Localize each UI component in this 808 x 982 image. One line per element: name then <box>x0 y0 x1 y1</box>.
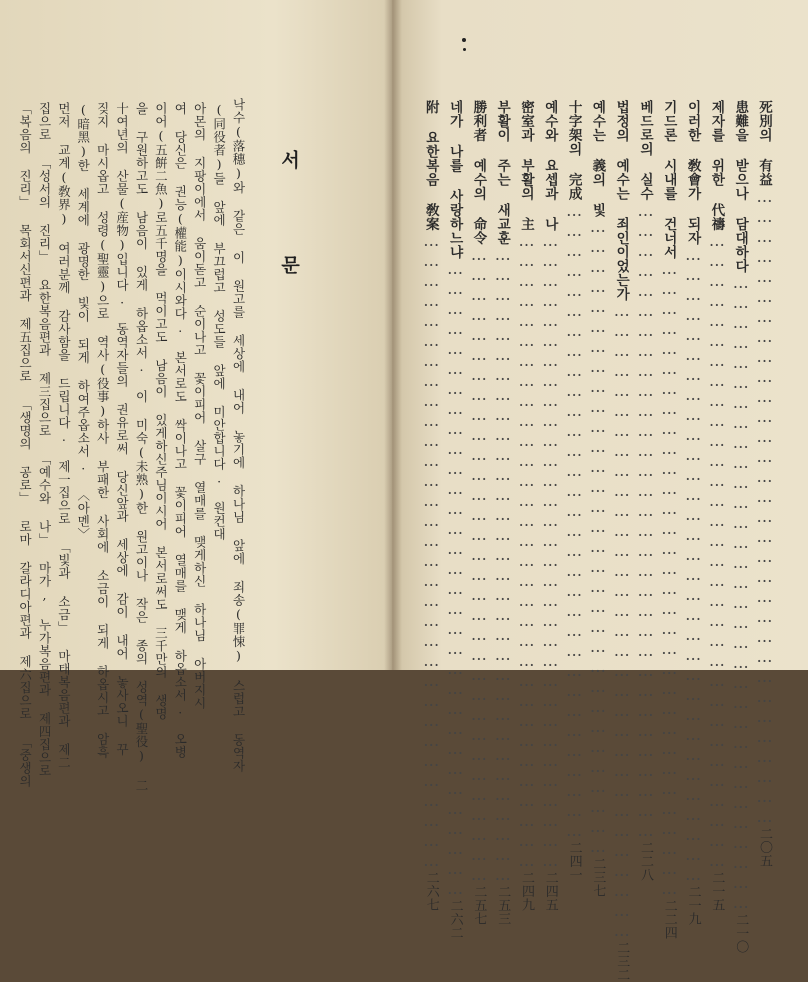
toc-entry-title: 附 요한복음 敎案 <box>422 100 439 231</box>
toc-entry <box>659 100 679 940</box>
toc-entry <box>540 100 560 912</box>
toc-entry-page: 二六七 <box>423 871 439 912</box>
toc-entry-title: 密室과 부활의 主 <box>518 100 534 231</box>
toc-leader-dots: …………………………………………………………………………………… <box>636 200 655 841</box>
toc-entry-page: 二六二 <box>447 899 463 940</box>
toc-leader-dots: …………………………………………………………………………………… <box>564 200 584 841</box>
preface-column: (暗黑)한 세계에 광명한 빛이 되게 하여주옵소서. 〈아멘〉 <box>75 102 91 541</box>
toc-entry-page: 二一五 <box>709 871 725 912</box>
toc-leader-dots: …………………………………………………………………………………… <box>659 259 679 899</box>
toc-entry <box>564 100 584 881</box>
toc-entry-title: 十字架의 完成 <box>565 100 582 201</box>
toc-entry <box>706 100 727 912</box>
preface-column: 아몬의 지팡이에서 움이돋고 순이나고 꽃이피어 살구 열매를 맺게하신 하나님 아버지시 <box>192 102 208 710</box>
toc-entry-title: 부활이 주는 새교훈 <box>494 100 511 245</box>
preface-heading: 서 문 <box>278 150 300 306</box>
toc-entry-title: 勝利者 예수의 命令 <box>470 100 487 245</box>
preface-column: 을 구원하고도 남음이 있게 하옵소서. 이 미숙(未熟)한 원고이나 작은 종의 성역(聖役) 二 <box>134 102 149 792</box>
toc-leader-dots: …………………………………………………………………………………… <box>755 186 774 827</box>
ink-spot <box>462 38 466 42</box>
toc-entry <box>635 100 655 881</box>
toc-entry-title: 베드로의 실수 <box>637 100 653 201</box>
toc-leader-dots: …………………………………………………………………………………… <box>517 231 536 871</box>
preface-column: 「복음의 진리」 목회서신편과 제五집으로 「생명의 공로」 로마 갈라디아편과 제六집으로 「중생의 <box>17 102 33 788</box>
toc-entry-page: 二四五 <box>542 871 558 912</box>
toc-leader-dots: …………………………………………………………………………………… <box>469 245 489 885</box>
toc-entry-page: 二二四 <box>661 899 677 940</box>
toc-entry-title: 법정의 예수는 죄인이었는가 <box>613 100 630 301</box>
toc-entry <box>516 100 536 912</box>
toc-entry <box>468 100 489 926</box>
toc-entry-page: 二一九 <box>685 885 701 926</box>
toc-entry-page: 二〇五 <box>757 826 772 867</box>
toc-entry-page: 二五七 <box>471 885 487 926</box>
toc-entry-page: 二三二 <box>614 941 630 982</box>
toc-entry <box>611 100 632 982</box>
toc-entry <box>421 100 441 912</box>
toc-leader-dots: …………………………………………………………………………………… <box>588 217 608 857</box>
toc-entry-page: 二一〇 <box>733 913 749 954</box>
toc-entry <box>730 100 751 954</box>
toc-entry-title: 예수는 義의 빛 <box>589 100 606 217</box>
toc-leader-dots: …………………………………………………………………………………… <box>707 231 727 871</box>
preface-column: 짖지 마시옵고 성령(聖靈)으로 역사(役事)하사 부패한 사회에 소금이 되게 하옵시고 암흑 <box>95 102 111 759</box>
preface-column: 여 당신은 권능(權能)이시와다. 본서로도 싹이나고 꽃이피어 열매를 맺게 하옵소서. 오병 <box>172 102 188 759</box>
ink-spot <box>463 48 466 51</box>
preface-column: 먼저 교계(敎界) 여러분께 감사함을 드립니다. 제一집으로 「빛과 소금」 마태복음편과 제二 <box>56 102 72 769</box>
toc-entry-page: 二四一 <box>566 840 582 881</box>
preface-column: (同役者)들 앞에 부끄럽고 성도들 앞에 미안합니다. 원컨대 <box>211 102 227 541</box>
toc-entry-page: 二五三 <box>495 885 511 926</box>
toc-entry-title: 死別의 有益 <box>756 100 772 187</box>
toc-leader-dots: …………………………………………………………………………………… <box>493 245 513 885</box>
toc-leader-dots: …………………………………………………………………………………… <box>445 259 465 899</box>
toc-entry-page: 二四九 <box>519 871 534 912</box>
preface-column: 十여년의 산물(産物)입니다. 동역자들의 권유로써 당신앞과 세상에 감이 내어 놓사오니 꾸 <box>114 102 130 756</box>
toc-entry-page: 二三七 <box>590 857 606 898</box>
toc-entry <box>492 100 513 926</box>
toc-leader-dots: …………………………………………………………………………………… <box>421 231 441 871</box>
toc-entry <box>754 100 774 867</box>
toc-leader-dots: …………………………………………………………………………………… <box>683 245 703 885</box>
toc-entry-title: 네가 나를 사랑하느냐 <box>446 100 463 259</box>
toc-entry-title: 제자를 위한 代禱 <box>708 100 725 231</box>
toc-entry-title: 患難을 받으나 담대하다 <box>732 100 749 273</box>
toc-entry-title: 이러한 敎會가 되자 <box>684 100 701 245</box>
toc-entry <box>683 100 703 926</box>
preface-column: 낙수(落穗)와 같은 이 원고를 세상에 내어 놓기에 하나님 앞에 죄송(罪悚) 스럽고 동역자 <box>231 98 246 773</box>
toc-entry <box>587 100 608 898</box>
toc-leader-dots: …………………………………………………………………………………… <box>540 231 560 871</box>
toc-entry-title: 기드론 시내를 건너서 <box>660 100 677 259</box>
toc-entry-title: 예수와 요셉과 나 <box>541 100 558 231</box>
toc-entry <box>445 100 465 940</box>
preface-column: 집으로 「성서의 진리」 요한복음편과 제三집으로 「예수와 나」 마가, 누가복음편과 제四집으로 <box>37 102 52 777</box>
toc-leader-dots: …………………………………………………………………………………… <box>612 301 632 941</box>
preface-column: 이어(五餠二魚)로五千명을 먹이고도 남음이 있게하신주님이시어 본서로써도 三千만의 생명 <box>153 102 169 720</box>
toc-entry-page: 二二八 <box>638 840 653 881</box>
toc-leader-dots: …………………………………………………………………………………… <box>731 273 751 913</box>
book-gutter <box>384 0 402 670</box>
